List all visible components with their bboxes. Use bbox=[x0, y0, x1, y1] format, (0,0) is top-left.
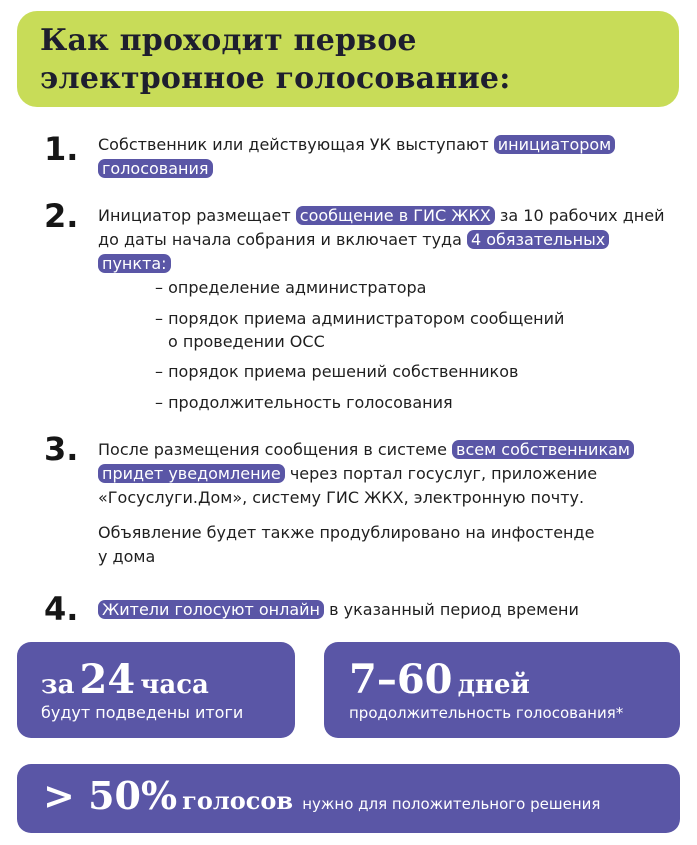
title-line-2: электронное голосование: bbox=[40, 61, 511, 96]
bullet-item-continuation: о проведении ОСС bbox=[168, 332, 325, 351]
results-prefix: за bbox=[41, 670, 75, 700]
votes-card bbox=[17, 764, 680, 833]
step-4-highlight: Жители голосуют онлайн bbox=[98, 600, 324, 619]
results-unit: часа bbox=[140, 670, 209, 700]
duration-value: 7–60 bbox=[349, 656, 453, 703]
step-1-highlight: инициатором голосования bbox=[98, 135, 615, 178]
bullet-item: – порядок приема администратором сообщений bbox=[155, 309, 565, 328]
results-card-heading bbox=[41, 656, 209, 703]
bullet-item: – продолжительность голосования bbox=[155, 393, 453, 412]
results-card bbox=[17, 642, 295, 738]
step-3-highlight: всем собственникам придет уведомление bbox=[98, 440, 634, 483]
page-title bbox=[40, 22, 511, 98]
step-number-4: 4. bbox=[44, 590, 79, 628]
step-number-1: 1. bbox=[44, 130, 79, 168]
step-number-3: 3. bbox=[44, 430, 79, 468]
step-2-text-b: за 10 рабочих дней до даты начала собрания и включает туда bbox=[98, 206, 665, 249]
step-3-text-b: через портал госуслуг, приложение «Госуслуги.Дом», систему ГИС ЖКХ, электронную почту. bbox=[98, 464, 598, 507]
bullet-item: – определение администратора bbox=[155, 278, 427, 297]
title-line-1: Как проходит первое bbox=[40, 23, 417, 58]
step-2-text-a: Инициатор размещает bbox=[98, 206, 296, 225]
step-3-text-a: После размещения сообщения в системе bbox=[98, 440, 453, 459]
step-4-text: в указанный период времени bbox=[324, 600, 579, 619]
step-text-3 bbox=[98, 438, 678, 510]
duration-caption: продолжительность голосования* bbox=[349, 704, 624, 722]
step-3-note-line-2: у дома bbox=[98, 547, 156, 566]
step-2-highlight-2: 4 обязательных пункта: bbox=[98, 230, 609, 273]
votes-card-content bbox=[43, 773, 600, 818]
results-caption: будут подведены итоги bbox=[41, 703, 244, 722]
step-number-2: 2. bbox=[44, 197, 79, 235]
results-value: 24 bbox=[79, 656, 136, 703]
step-text-1 bbox=[98, 133, 678, 181]
duration-card bbox=[324, 642, 680, 738]
step-3-note-line-1: Объявление будет также продублировано на инфостенде bbox=[98, 523, 595, 542]
votes-value: > 50% bbox=[43, 773, 178, 818]
votes-unit: голосов bbox=[182, 786, 294, 815]
votes-caption: нужно для положительного решения bbox=[302, 795, 601, 813]
duration-unit: дней bbox=[457, 670, 530, 700]
step-3-note bbox=[98, 521, 678, 569]
bullet-item: – порядок приема решений собственников bbox=[155, 362, 519, 381]
step-text-2 bbox=[98, 204, 678, 276]
step-1-text: Собственник или действующая УК выступают bbox=[98, 135, 494, 154]
step-2-highlight-1: сообщение в ГИС ЖКХ bbox=[296, 206, 495, 225]
duration-card-heading bbox=[349, 656, 530, 703]
step-text-4 bbox=[98, 598, 678, 622]
